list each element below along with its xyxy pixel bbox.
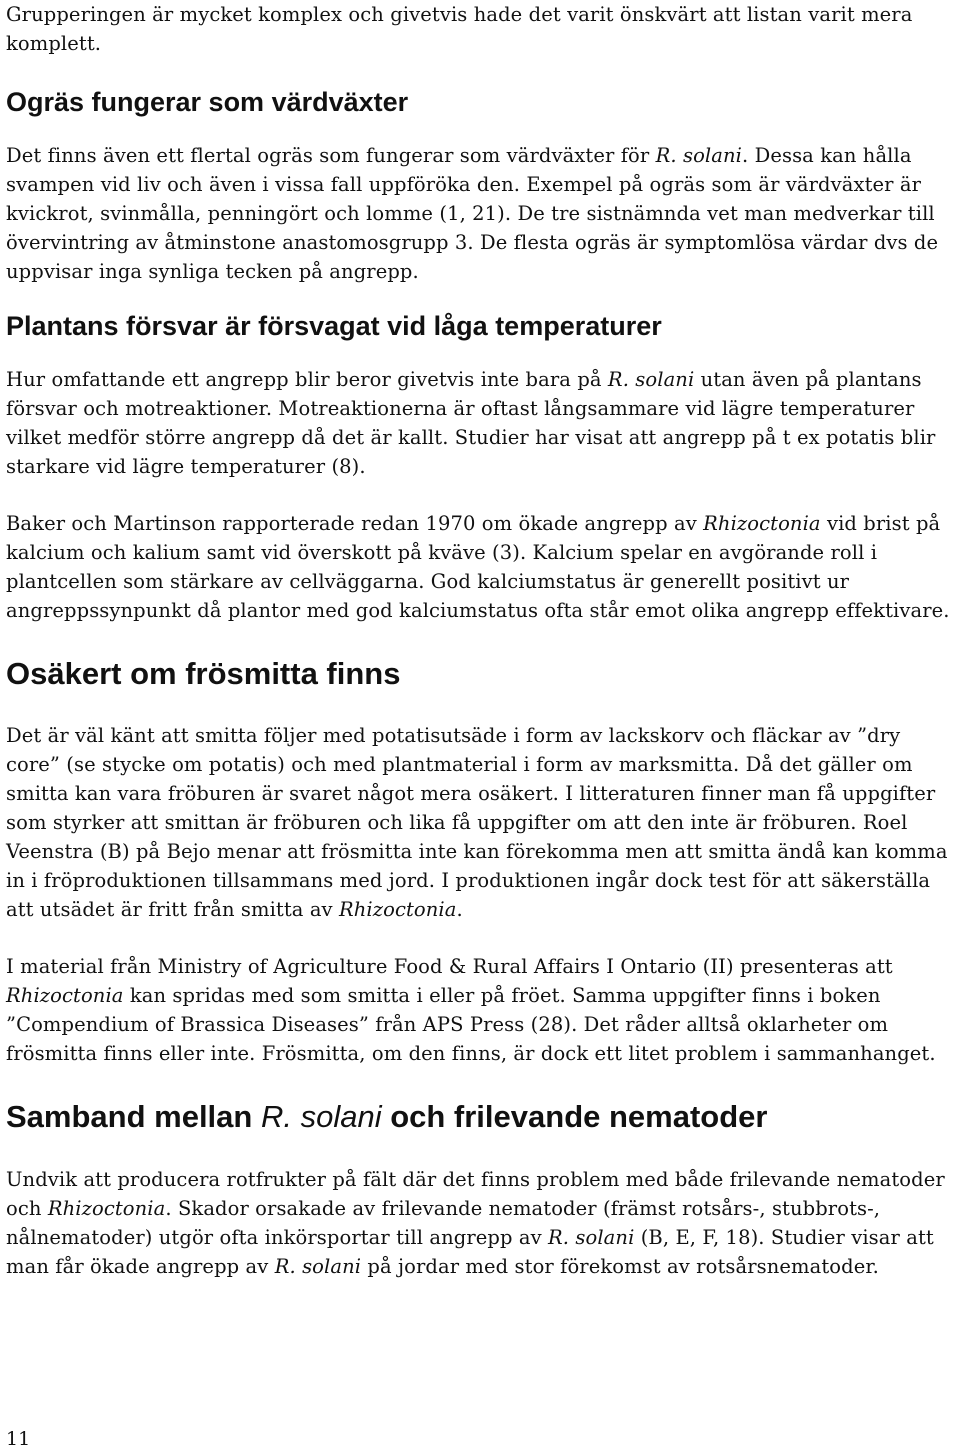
calcium-genus-italic: Rhizoctonia bbox=[703, 512, 821, 535]
nematode-heading-part-2: och frilevande nematoder bbox=[381, 1099, 768, 1134]
weeds-paragraph bbox=[6, 141, 954, 286]
intro-text: Grupperingen är mycket komplex och givetvis hade det varit önskvärt att listan varit mera komplett. bbox=[6, 3, 913, 55]
section-heading-weeds: Ogräs fungerar som värdväxter bbox=[6, 87, 409, 117]
nematode-text-1: Undvik att producera rotfrukter på fält där det finns problem med både frilevande nematoder och bbox=[6, 1168, 945, 1220]
calcium-text-1: Baker och Martinson rapporterade redan 1970 om ökade angrepp av bbox=[6, 512, 704, 535]
nematode-paragraph bbox=[6, 1165, 954, 1281]
seed-paragraph-2 bbox=[6, 952, 954, 1068]
seed-paragraph-1 bbox=[6, 721, 954, 924]
section-heading-seed-infection: Osäkert om frösmitta finns bbox=[6, 656, 401, 691]
defense-text-1: Hur omfattande ett angrepp blir beror givetvis inte bara på bbox=[6, 368, 608, 391]
weeds-species-italic: R. solani bbox=[655, 144, 742, 167]
seed-text-1: Det är väl känt att smitta följer med potatisutsäde i form av lackskorv och fläckar av ”dry core” (se stycke om potatis) och med plantmaterial i form av marksmitta. Då det gäller om smitta kan vara fröburen är svaret något mera osäkert. I litteraturen finner man få uppgifter som styrker att smittan är fröburen och lika få uppgifter om att den inte är fröburen. Roel Veenstra (B) på Bejo menar att frösmitta inte kan förekomma men att smitta ändå kan komma in i fröproduktionen tillsammans med jord. I produktionen ingår dock test för att säkerställa att utsädet är fritt från smitta av bbox=[6, 724, 948, 921]
intro-paragraph bbox=[6, 0, 954, 58]
nematode-genus-italic: Rhizoctonia bbox=[47, 1197, 166, 1220]
defense-paragraph-1 bbox=[6, 365, 954, 481]
nematode-heading-part-1: Samband mellan bbox=[6, 1099, 261, 1134]
nematode-text-2: . Skador orsakade av frilevande nematoder (främst rotsårs-, stubbrots-, nålnematoder) utgör ofta inkörsportar till angrepp av bbox=[6, 1197, 881, 1249]
weeds-text-2: . Dessa kan hålla svampen vid liv och även i vissa fall uppföröka den. Exempel på ogräs som är värdväxter är kvickrot, svinmålla, penningört och lomme (1, 21). De tre sistnämnda vet man medverkar till övervintring av åtminstone anastomosgrupp 3. De flesta ogräs är symptomlösa värdar dvs de uppvisar inga synliga tecken på angrepp. bbox=[6, 144, 939, 283]
section-heading-plant-defense: Plantans försvar är försvagat vid låga temperaturer bbox=[6, 311, 662, 341]
nematode-text-3: (B, E, F, 18). Studier visar att man får ökade angrepp av bbox=[6, 1226, 934, 1278]
calcium-text-2: vid brist på kalcium och kalium samt vid överskott på kväve (3). Kalcium spelar en avgörande roll i plantcellen som stärkare av cellväggarna. God kalciumstatus är generellt positivt ur angreppssynpunkt då plantor med god kalciumstatus ofta står emot olika angrepp effektivare. bbox=[6, 512, 950, 622]
defense-paragraph-2 bbox=[6, 509, 954, 625]
nematode-species-italic-1: R. solani bbox=[548, 1226, 635, 1249]
section-heading-nematodes bbox=[6, 1098, 954, 1136]
nematode-species-italic-2: R. solani bbox=[274, 1255, 362, 1278]
page-number: 11 bbox=[6, 1428, 31, 1450]
nematode-text-4: på jordar med stor förekomst av rotsårsnematoder. bbox=[361, 1255, 879, 1278]
defense-species-italic: R. solani bbox=[607, 368, 695, 391]
document-page bbox=[6, 0, 954, 1281]
seed-genus-italic: Rhizoctonia bbox=[338, 898, 457, 921]
ontario-text-1: I material från Ministry of Agriculture Food & Rural Affairs I Ontario (II) presenteras att bbox=[6, 955, 893, 978]
defense-text-2: utan även på plantans försvar och motreaktioner. Motreaktionerna är oftast långsammare vid lägre temperaturer vilket medför större angrepp då det är kallt. Studier har visat att angrepp på t ex potatis blir starkare vid lägre temperaturer (8). bbox=[6, 368, 936, 478]
ontario-text-2: kan spridas med som smitta i eller på fröet. Samma uppgifter finns i boken ”Compendium of Brassica Diseases” från APS Press (28). Det råder alltså oklarheter om frösmitta finns eller inte. Frösmitta, om den finns, är dock ett litet problem i sammanhanget. bbox=[6, 984, 936, 1065]
seed-text-2: . bbox=[456, 898, 463, 921]
ontario-genus-italic: Rhizoctonia bbox=[6, 984, 124, 1007]
nematode-heading-species-italic: R. solani bbox=[260, 1099, 382, 1134]
weeds-text-1: Det finns även ett flertal ogräs som fungerar som värdväxter för bbox=[6, 144, 656, 167]
